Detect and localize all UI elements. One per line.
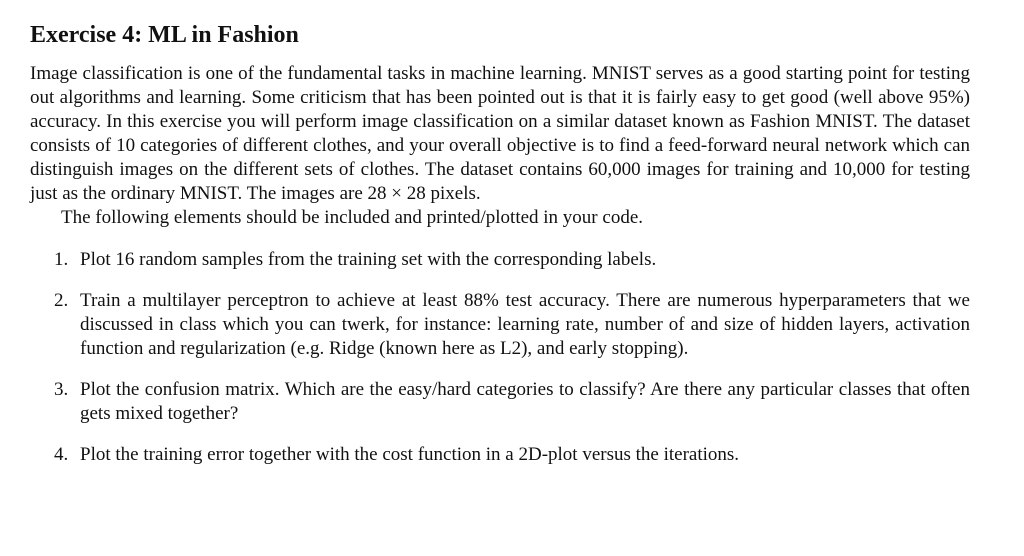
- task-item-4: [30, 443, 970, 467]
- task-item-1: [30, 248, 970, 272]
- task-number: 2.: [54, 290, 69, 311]
- task-item-2: [30, 289, 970, 361]
- exercise-title: Exercise 4: ML in Fashion: [30, 22, 299, 48]
- task-number: 1.: [54, 249, 69, 270]
- task-text: Plot 16 random samples from the training set with the corresponding labels.: [80, 249, 657, 270]
- task-text: Plot the confusion matrix. Which are the easy/hard categories to classify? Are there any particular classes that often gets mixed together?: [80, 379, 970, 424]
- task-list: [30, 248, 970, 467]
- task-item-3: [30, 378, 970, 426]
- task-text: Train a multilayer perceptron to achieve at least 88% test accuracy. There are numerous hyperparameters that we discussed in class which you can twerk, for instance: learning rate, number of and size of hidden layers, activation function and regularization (e.g. Ridge (known here as L2), and early stopping).: [80, 290, 970, 359]
- instruction-paragraph: The following elements should be included and printed/plotted in your code.: [61, 207, 644, 228]
- task-text: Plot the training error together with the cost function in a 2D-plot versus the iterations.: [80, 444, 740, 465]
- exercise-page: [30, 20, 970, 484]
- task-number: 3.: [54, 379, 69, 400]
- intro-paragraph: Image classification is one of the fundamental tasks in machine learning. MNIST serves as a good starting point for testing out algorithms and learning. Some criticism that has been pointed out is that it is fairly easy to get good (well above 95%) accuracy. In this exercise you will perform image classification on a similar dataset known as Fashion MNIST. The dataset consists of 10 categories of different clothes, and your overall objective is to find a feed-forward neural network which can distinguish images on the different sets of clothes. The dataset contains 60,000 images for training and 10,000 for testing just as the ordinary MNIST. The images are 28 × 28 pixels.: [30, 63, 970, 204]
- task-number: 4.: [54, 444, 69, 465]
